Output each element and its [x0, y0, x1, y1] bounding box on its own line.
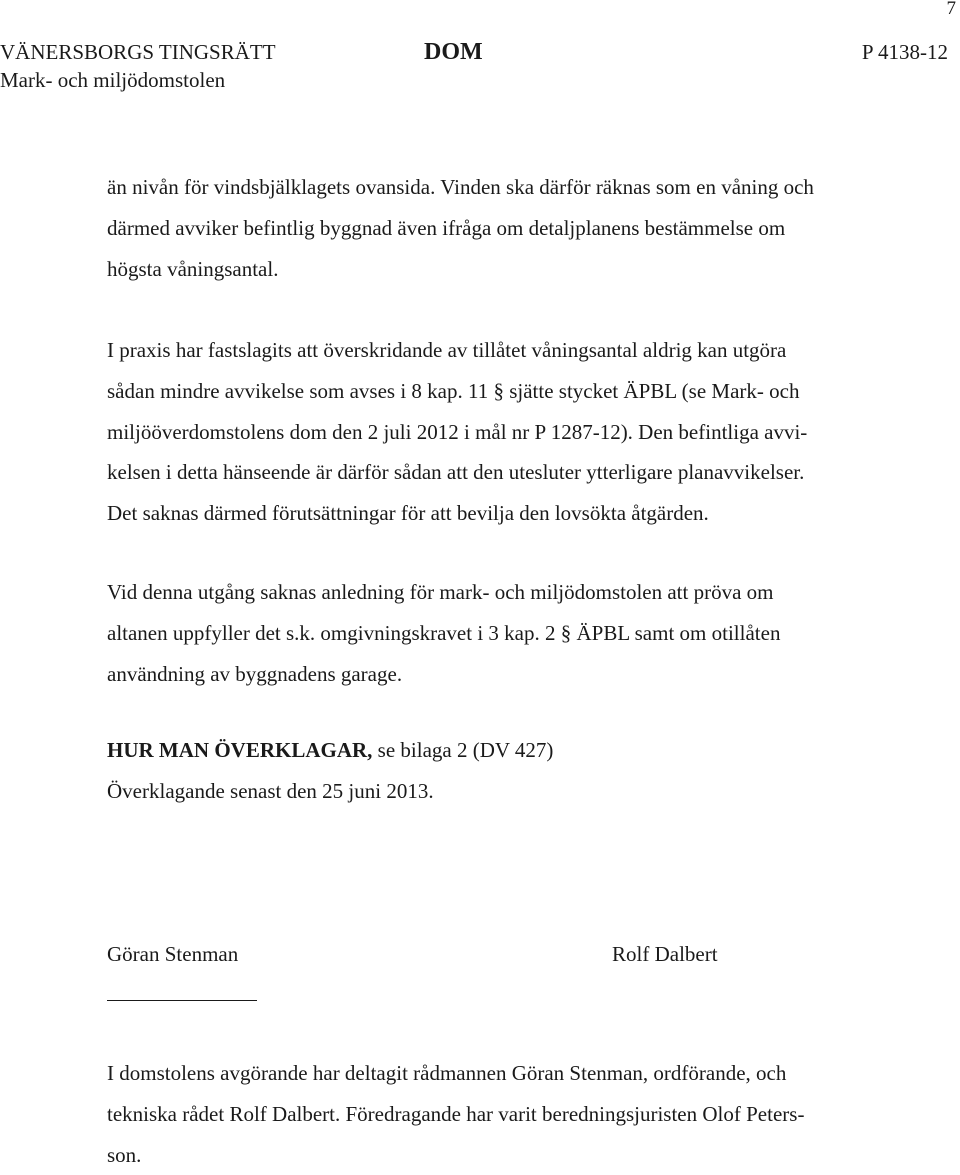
- paragraph-praxis: [107, 330, 807, 534]
- text-line: därmed avviker befintlig byggnad även ifråga om detaljplanens bestämmelse om: [107, 215, 786, 240]
- text-line: I domstolens avgörande har deltagit rådmannen Göran Stenman, ordförande, och: [107, 1061, 787, 1085]
- signature-line: [107, 1000, 257, 1001]
- text-line: I praxis har fastslagits att överskridande av tillåtet våningsantal aldrig kan utgöra: [107, 338, 787, 362]
- text-line: miljööverdomstolens dom den 2 juli 2012 i mål nr P 1287-12). Den befintliga avvi-: [107, 419, 808, 444]
- text-line: son.: [107, 1142, 142, 1167]
- signature-technical-judge: Rolf Dalbert: [612, 942, 718, 966]
- paragraph-participants: [107, 1053, 804, 1175]
- text-line: Det saknas därmed förutsättningar för att bevilja den lovsökta åtgärden.: [107, 501, 709, 526]
- text-line: användning av byggnadens garage.: [107, 661, 403, 686]
- text-line: Vid denna utgång saknas anledning för mark- och miljödomstolen att pröva om: [107, 580, 774, 604]
- document-type: DOM: [424, 39, 483, 65]
- text-line: än nivån för vindsbjälklagets ovansida. Vinden ska därför räknas som en våning och: [107, 175, 814, 199]
- document-header: [0, 40, 960, 100]
- text-line: kelsen i detta hänseende är därför sådan att den utesluter ytterligare planavvikelser.: [107, 460, 805, 485]
- appeal-deadline: Överklagande senast den 25 juni 2013.: [107, 778, 434, 803]
- court-division: Mark- och miljödomstolen: [0, 68, 226, 92]
- court-name: VÄNERSBORGS TINGSRÄTT: [0, 40, 276, 64]
- paragraph-building-levels: [107, 167, 814, 289]
- signature-judge: Göran Stenman: [107, 942, 239, 966]
- appeal-heading: HUR MAN ÖVERKLAGAR,: [107, 738, 373, 762]
- text-line: altanen uppfyller det s.k. omgivningskravet i 3 kap. 2 § ÄPBL samt om otillåten: [107, 620, 781, 645]
- page-number: 7: [946, 0, 956, 19]
- text-line: högsta våningsantal.: [107, 256, 279, 281]
- case-number: P 4138-12: [861, 40, 948, 64]
- paragraph-conclusion: [107, 572, 780, 694]
- text-line: sådan mindre avvikelse som avses i 8 kap. 11 § sjätte stycket ÄPBL (se Mark- och: [107, 378, 800, 403]
- text-line: tekniska rådet Rolf Dalbert. Föredragande har varit beredningsjuristen Olof Peters-: [107, 1101, 805, 1126]
- appeal-section: [107, 730, 553, 812]
- appeal-reference: se bilaga 2 (DV 427): [372, 738, 554, 762]
- appeal-instructions: [107, 730, 553, 771]
